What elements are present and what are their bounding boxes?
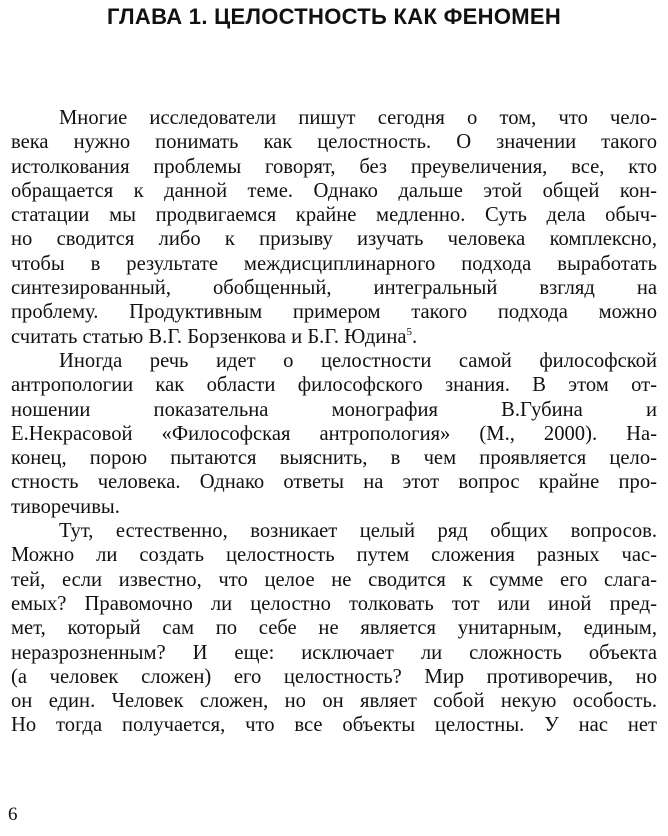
page-number: 6 [8,804,18,825]
text-line-content: считать статью В.Г. Борзенкова и Б.Г. Юдина [11,325,407,348]
text-line: проблему. Продуктивным примером такого подхода можно [11,301,657,324]
text-line: стность человека. Однако ответы на этот вопрос крайне про- [11,471,657,494]
text-line: мет, который сам по себе не является унитарным, единым, [11,617,657,640]
text-line: Можно ли создать целостность путем сложения разных час- [11,544,657,567]
text-line: Но тогда получается, что все объекты целостны. У нас нет [11,714,657,737]
text-line: Тут, естественно, возникает целый ряд общих вопросов. [59,520,657,543]
body-text [11,106,657,738]
text-line: века нужно понимать как целостность. О значении такого [11,131,657,154]
chapter-heading: ГЛАВА 1. ЦЕЛОСТНОСТЬ КАК ФЕНОМЕН [106,4,562,29]
text-line: Е.Некрасовой «Философская антропология» (М., 2000). На- [11,422,657,445]
text-line: (а человек сложен) его целостность? Мир противоречив, но [11,665,657,688]
text-line: но сводится либо к призыву изучать человека комплексно, [11,228,657,251]
text-line: обращается к данной теме. Однако дальше этой общей кон- [11,179,657,202]
text-line: конец, порою пытаются выяснить, в чем проявляется цело- [11,447,657,470]
text-line: антропологии как области философского знания. В этом от- [11,374,657,397]
text-line: тей, если известно, что целое не сводится к сумме его слага- [11,568,657,591]
text-line: емых? Правомочно ли целостно толковать тот или иной пред- [11,592,657,615]
text-line: синтезированный, обобщенный, интегральный взгляд на [11,277,657,300]
text-line: чтобы в результате междисциплинарного подхода выработать [11,252,657,275]
sentence-end: . [412,325,418,348]
text-line: статации мы продвигаемся крайне медленно. Суть дела обыч- [11,204,657,227]
text-line: Иногда речь идет о целостности самой философской [59,349,657,372]
text-line [11,325,657,349]
footnote-reference[interactable]: 5 [406,325,412,338]
text-line: ношении показательна монография В.Губина и [11,398,657,421]
text-line: истолкования проблемы говорят, без преувеличения, все, кто [11,155,657,178]
text-line: неразрозненным? И еще: исключает ли сложность объекта [11,641,657,664]
text-line: он един. Человек сложен, но он являет собой некую особость. [11,690,657,713]
text-line: тиворечивы. [11,495,120,518]
text-line: Многие исследователи пишут сегодня о том, что чело- [59,107,657,129]
